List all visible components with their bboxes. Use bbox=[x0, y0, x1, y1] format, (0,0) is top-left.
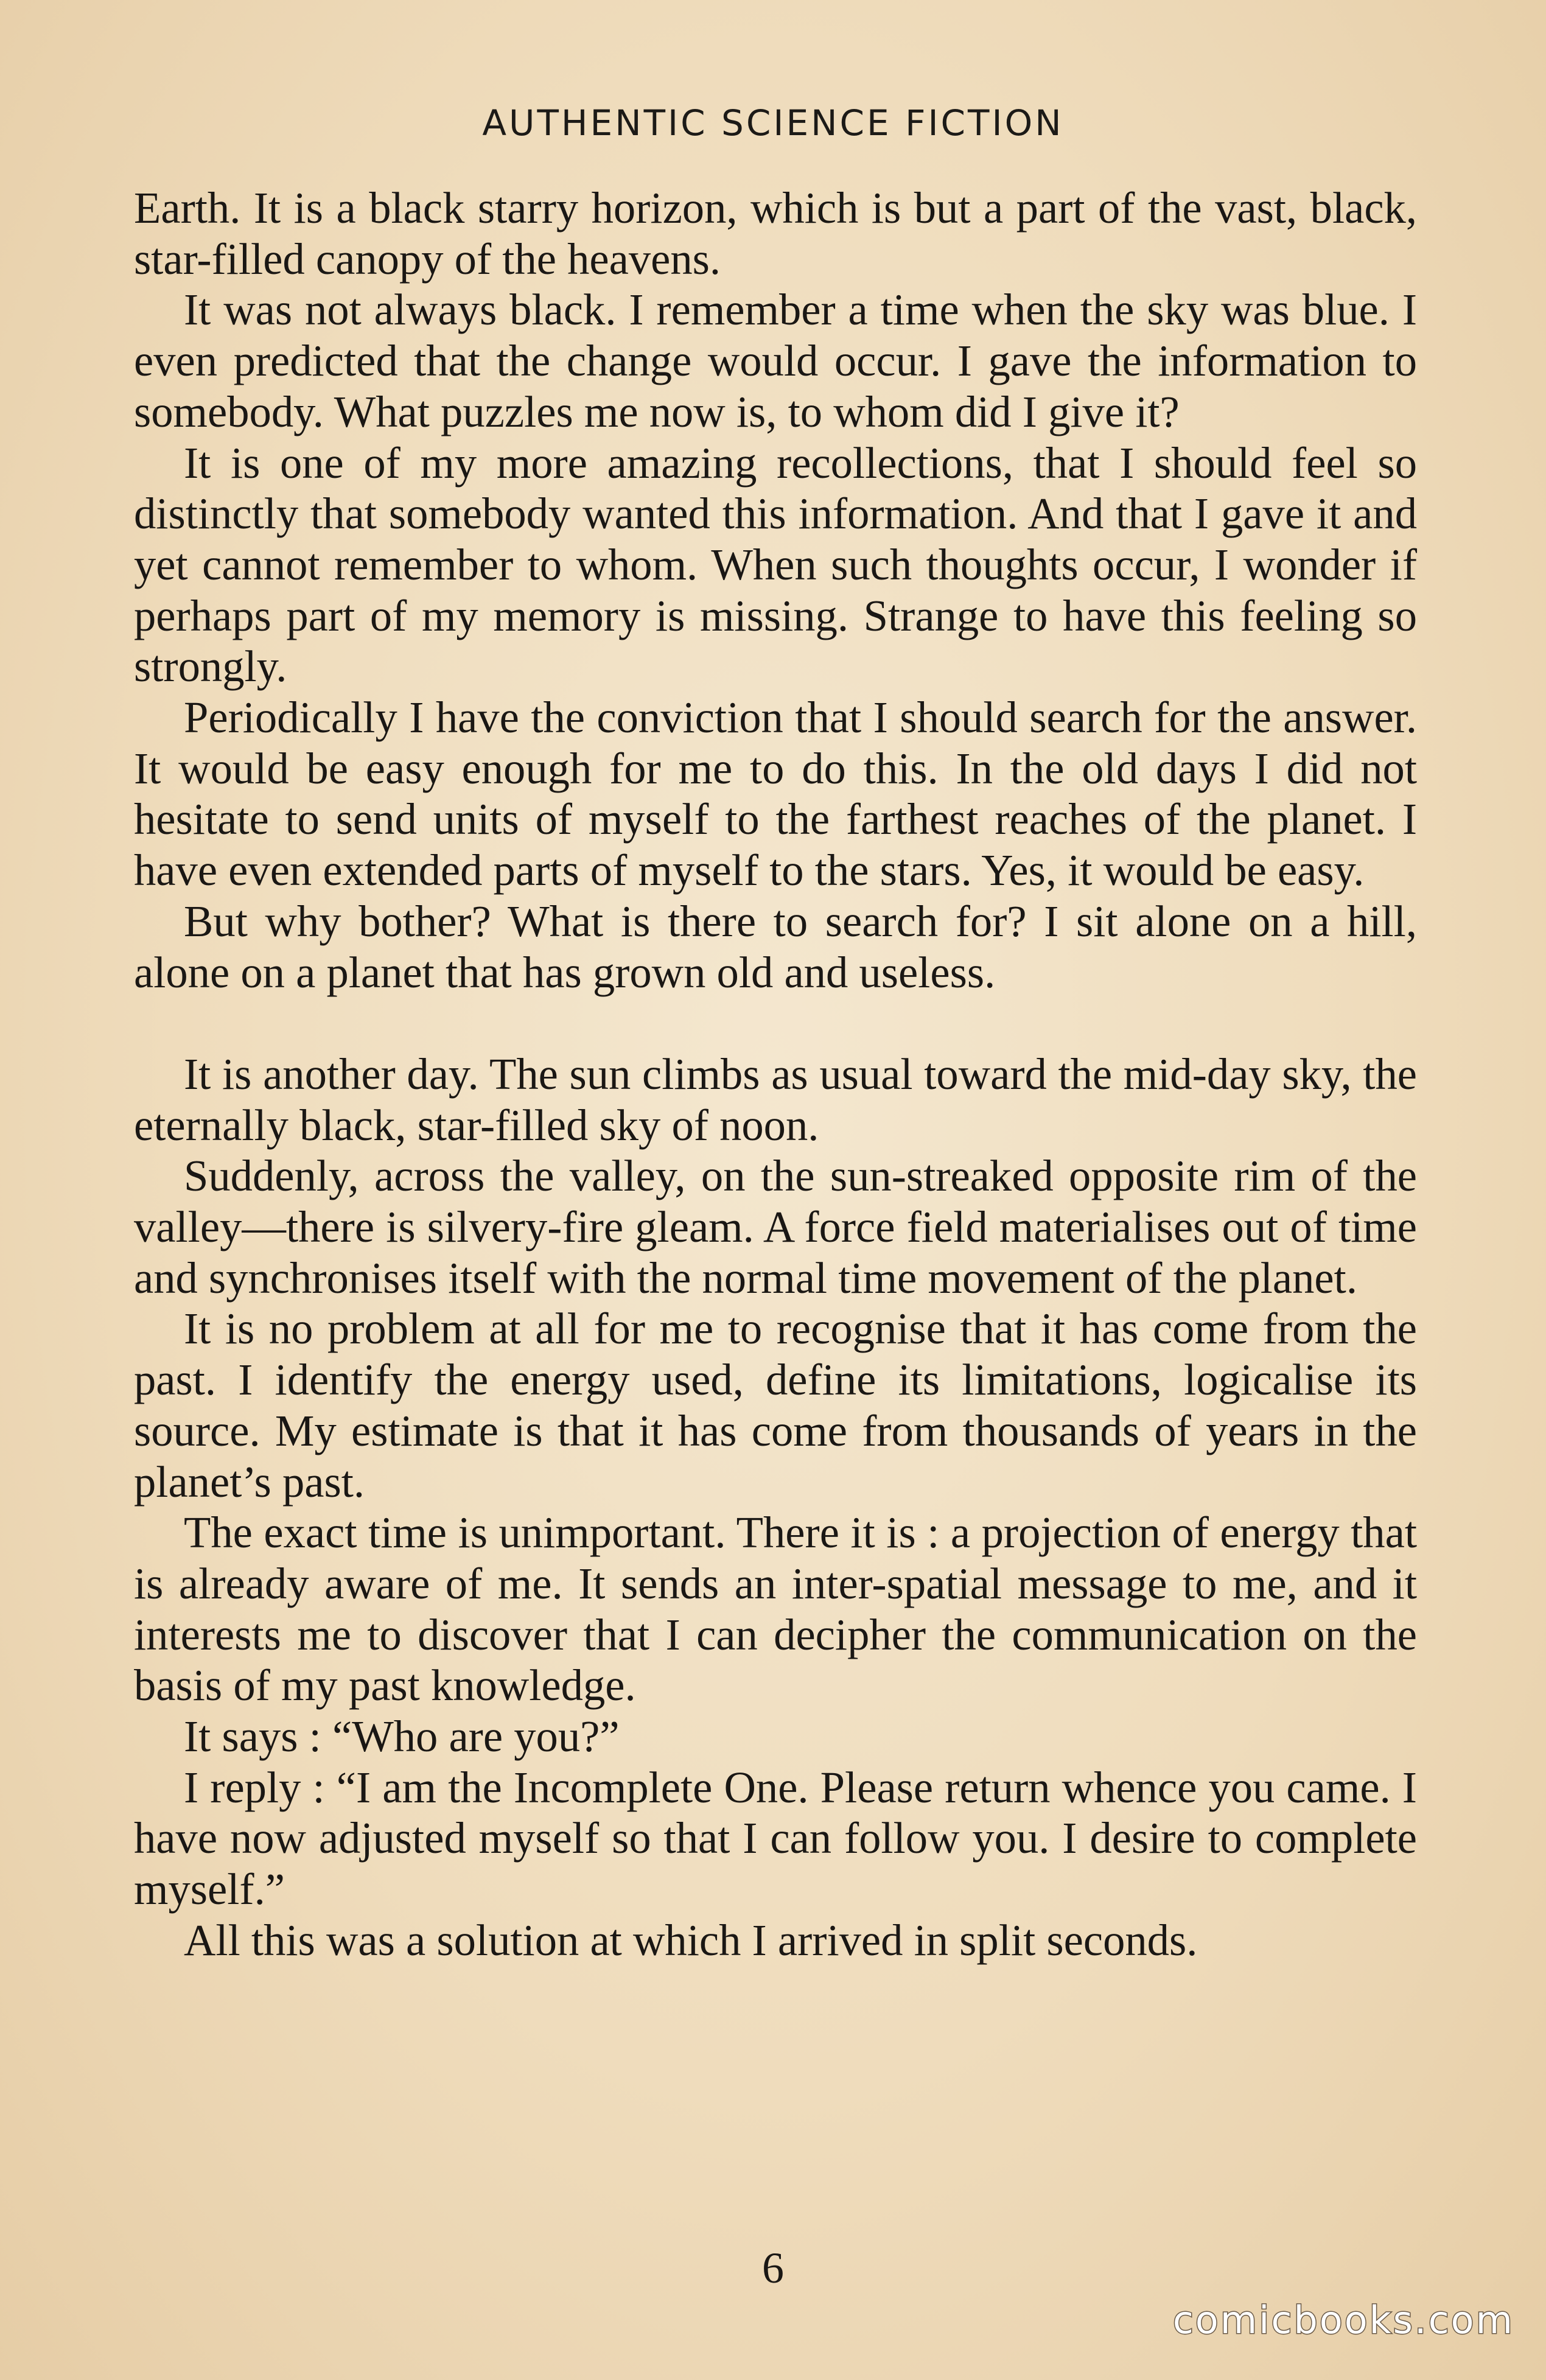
paragraph: But why bother? What is there to search for? I sit alone on a hill, alone on a planet that has grown old and useless. bbox=[134, 896, 1417, 997]
story-text bbox=[134, 183, 1417, 1966]
paragraph: It is one of my more amazing recollections, that I should feel so distinctly that somebody wanted this information. And that I gave it and yet cannot remember to whom. When such thoughts occur, I wonder if perhaps part of my memory is missing. Strange to have this feeling so strongly. bbox=[134, 438, 1417, 691]
running-header: AUTHENTIC SCIENCE FICTION bbox=[482, 102, 1064, 144]
paragraph: It was not always black. I remember a time when the sky was blue. I even predicted that the change would occur. I gave the information to somebody. What puzzles me now is, to whom did I give it? bbox=[134, 285, 1417, 436]
paragraph: Periodically I have the conviction that I should search for the answer. It would be easy enough for me to do this. In the old days I did not hesitate to send units of myself to the farthest reaches of the planet. I have even extended parts of myself to the stars. Yes, it would be easy. bbox=[134, 693, 1417, 895]
paragraph: All this was a solution at which I arrived in split seconds. bbox=[184, 1915, 1198, 1965]
paragraph: I reply : “I am the Incomplete One. Please return whence you came. I have now adjusted myself so that I can follow you. I desire to complete myself.” bbox=[134, 1762, 1417, 1914]
paragraph: Suddenly, across the valley, on the sun-streaked opposite rim of the valley—there is silvery-fire gleam. A force field materialises out of time and synchronises itself with the normal time movement of the planet. bbox=[134, 1151, 1417, 1303]
paragraph: Earth. It is a black starry horizon, which is but a part of the vast, black, star-filled canopy of the heavens. bbox=[134, 183, 1417, 284]
source-watermark: comicbooks.com bbox=[1172, 2298, 1514, 2342]
page-number: 6 bbox=[762, 2244, 784, 2292]
paragraph: It is no problem at all for me to recognise that it has come from the past. I identify the energy used, define its limitations, logicalise its source. My estimate is that it has come from thousands of years in the planet’s past. bbox=[134, 1304, 1417, 1507]
paragraph: The exact time is unimportant. There it is : a projection of energy that is already aware of me. It sends an inter-spatial message to me, and it interests me to discover that I can decipher the communication on the basis of my past knowledge. bbox=[134, 1508, 1417, 1710]
paragraph: It is another day. The sun climbs as usual toward the mid-day sky, the eternally black, star-filled sky of noon. bbox=[134, 1049, 1417, 1150]
paragraph: It says : “Who are you?” bbox=[184, 1712, 620, 1762]
